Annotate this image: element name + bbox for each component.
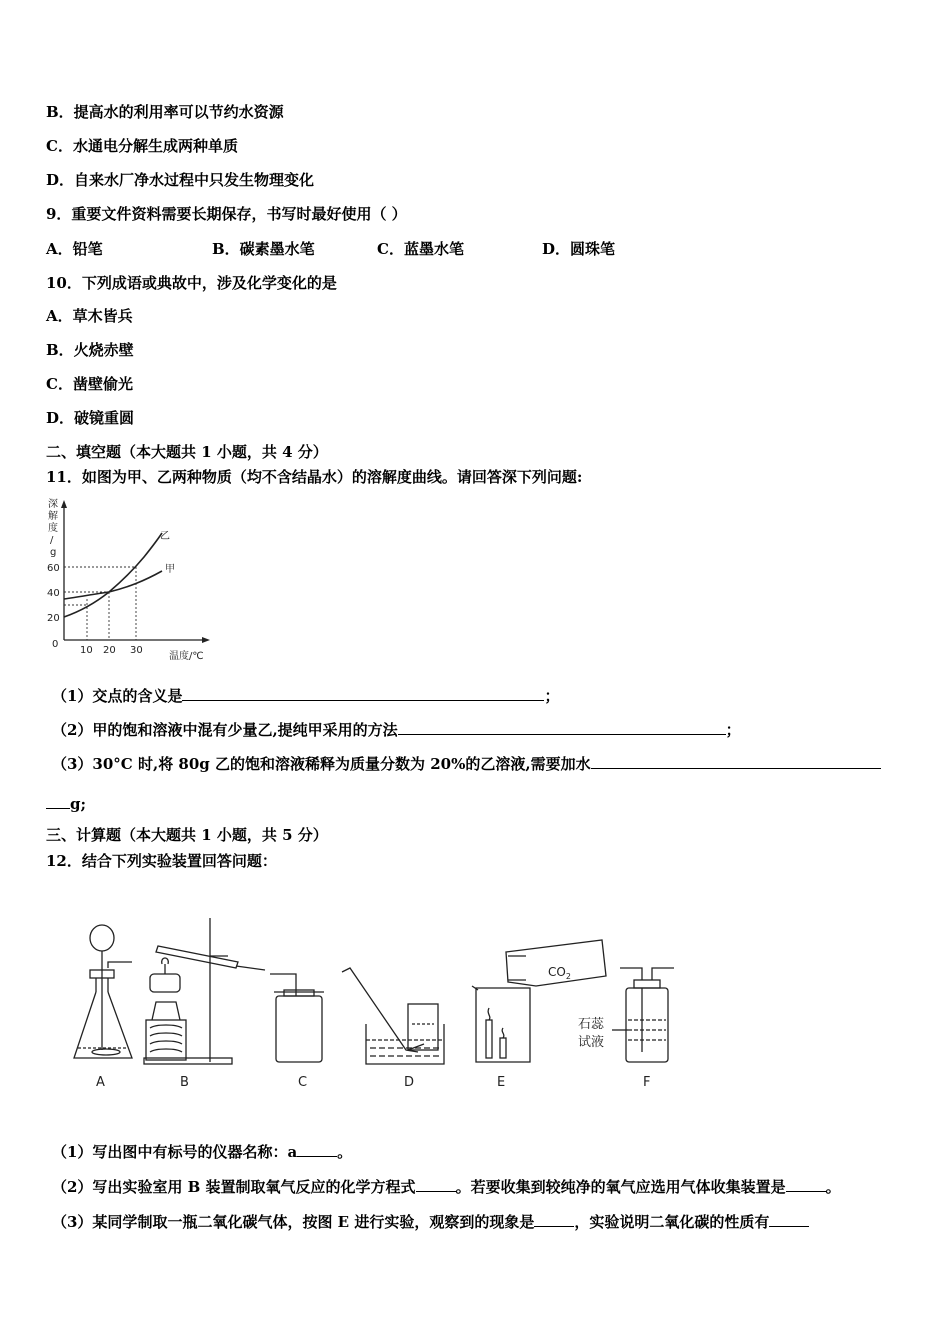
graph-xtick-20: 20 (103, 645, 116, 656)
q12-part1-text: （1）写出图中有标号的仪器名称：a (52, 1143, 298, 1161)
q8-option-d: D．自来水厂净水过程中只发生物理变化 (46, 171, 315, 189)
graph-x-arrow (202, 637, 210, 643)
graph-curve-jia (64, 571, 162, 599)
graph-origin: 0 (52, 639, 59, 650)
q10-option-c: C．凿壁偷光 (46, 375, 133, 393)
apparatus-figure (60, 912, 690, 1092)
solubility-graph (44, 495, 224, 665)
graph-ylabel-char: 度 (48, 523, 58, 534)
co2-label-text: CO (548, 965, 566, 979)
graph-xtick-10: 10 (80, 645, 93, 656)
q10-option-b: B．火烧赤壁 (46, 341, 134, 359)
q10-option-d: D．破镜重圆 (46, 409, 135, 427)
graph-ytick-40: 40 (47, 588, 60, 599)
q11-part3-blank-cont[interactable] (46, 794, 70, 809)
q12-part2-text-a: （2）写出实验室用 B 装置制取氧气反应的化学方程式 (52, 1178, 416, 1196)
apparatus-label-e: E (497, 1075, 506, 1090)
graph-curve-yi (64, 533, 162, 617)
graph-ylabel-char: g (50, 547, 57, 558)
q12-part1-blank[interactable] (297, 1142, 337, 1157)
graph-xtick-30: 30 (130, 645, 143, 656)
q11-part2-text: （2）甲的饱和溶液中混有少量乙,提纯甲采用的方法 (52, 721, 398, 739)
q11-part1-blank[interactable] (182, 686, 544, 701)
q12-part1 (52, 1142, 352, 1162)
graph-curve-label-jia: 甲 (165, 564, 175, 575)
apparatus-f (612, 968, 674, 1062)
q11-part1-text: （1）交点的含义是 (52, 687, 183, 705)
q9-option-a: A．铅笔 (46, 240, 103, 258)
graph-ytick-20: 20 (47, 613, 60, 624)
q12-part2-text-b: 。若要收集到较纯净的氧气应选用气体收集装置是 (455, 1178, 786, 1196)
q12-part2-end: 。 (825, 1178, 841, 1196)
q11-part2-end: ； (725, 721, 741, 739)
apparatus-d (342, 968, 444, 1064)
litmus-label-2: 试液 (578, 1035, 605, 1050)
graph-ylabel-char: / (50, 535, 54, 546)
q12-part3-text-b: ，实验说明二氧化碳的性质有 (574, 1213, 770, 1231)
q8-option-b: B．提高水的利用率可以节约水资源 (46, 103, 284, 121)
q9-option-c: C．蓝墨水笔 (377, 240, 464, 258)
graph-ylabel-char: 深 (48, 499, 58, 510)
q12-part3 (52, 1212, 809, 1232)
q11-part3-end: g; (70, 795, 87, 813)
q11-part3-cont (46, 794, 86, 814)
litmus-label-1: 石蕊 (578, 1017, 605, 1032)
q8-option-c: C．水通电分解生成两种单质 (46, 137, 238, 155)
q12-part2 (52, 1177, 841, 1197)
graph-curve-label-yi: 乙 (160, 531, 170, 542)
q11-part3 (52, 754, 881, 774)
section-3-title: 三、计算题（本大题共 1 小题，共 5 分） (46, 826, 328, 844)
apparatus-label-d: D (404, 1075, 415, 1090)
apparatus-c (270, 974, 324, 1062)
q9-stem: 9．重要文件资料需要长期保存，书写时最好使用（ ） (46, 205, 407, 223)
q11-part1-end: ； (544, 687, 560, 705)
q12-part1-end: 。 (337, 1143, 353, 1161)
apparatus-label-b: B (180, 1075, 189, 1090)
q11-stem: 11．如图为甲、乙两种物质（均不含结晶水）的溶解度曲线。请回答深下列问题: (46, 468, 583, 486)
co2-label (548, 965, 571, 981)
apparatus-a (74, 925, 132, 1058)
section-2-title: 二、填空题（本大题共 1 小题，共 4 分） (46, 443, 328, 461)
q12-part2-blank-1[interactable] (416, 1177, 456, 1192)
q11-part3-blank[interactable] (591, 754, 881, 769)
graph-ytick-60: 60 (47, 563, 60, 574)
apparatus-label-a: A (96, 1075, 105, 1090)
apparatus-label-c: C (298, 1075, 308, 1090)
graph-xlabel: 温度/℃ (169, 651, 204, 662)
q11-part1 (52, 686, 559, 706)
q12-part3-blank-2[interactable] (769, 1212, 809, 1227)
q10-stem: 10．下列成语或典故中，涉及化学变化的是 (46, 274, 337, 292)
q9-option-b: B．碳素墨水笔 (212, 240, 315, 258)
q11-part2 (52, 720, 741, 740)
graph-y-arrow (61, 500, 67, 508)
graph-ylabel-char: 解 (48, 511, 58, 522)
apparatus-b (144, 918, 265, 1064)
q11-part3-text: （3）30°C 时,将 80g 乙的饱和溶液稀释为质量分数为 20%的乙溶液,需要加水 (52, 755, 591, 773)
q12-part3-blank-1[interactable] (534, 1212, 574, 1227)
q12-part3-text-a: （3）某同学制取一瓶二氧化碳气体，按图 E 进行实验，观察到的现象是 (52, 1213, 535, 1231)
apparatus-label-f: F (643, 1075, 651, 1090)
q10-option-a: A．草木皆兵 (46, 307, 133, 325)
q12-stem: 12．结合下列实验装置回答问题： (46, 852, 277, 870)
q9-option-d: D．圆珠笔 (542, 240, 616, 258)
q12-part2-blank-2[interactable] (786, 1177, 826, 1192)
q11-part2-blank[interactable] (398, 720, 726, 735)
co2-label-sub: 2 (565, 972, 571, 981)
